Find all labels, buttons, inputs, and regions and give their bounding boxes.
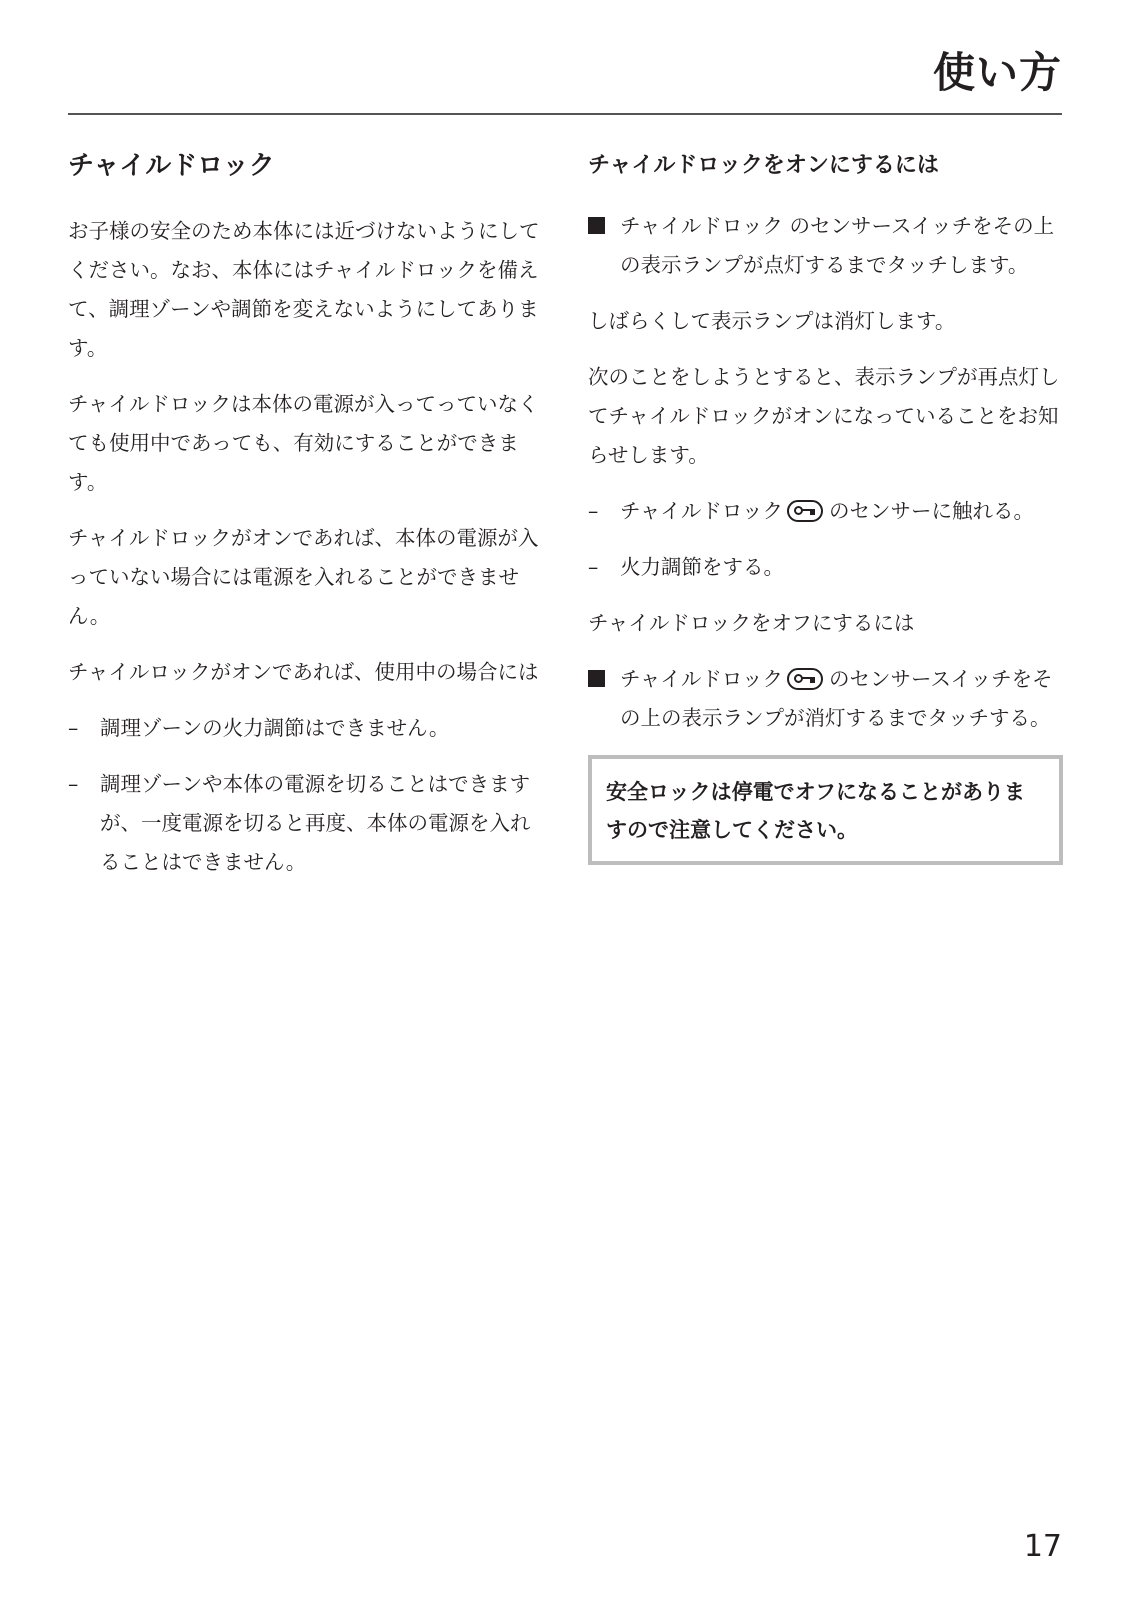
dash-marker: – <box>588 498 599 523</box>
list-item <box>588 548 1063 587</box>
paragraph-lamp-off: しばらくして表示ランプは消灯します。 <box>588 308 956 333</box>
list-item-text: 火力調節をする。 <box>620 554 784 579</box>
paragraph-lamp-relight: 次のことをしようとすると、表示ランプが再点灯してチャイルドロックがオンになっていることをお知らせします。 <box>588 364 1060 467</box>
page-number: 17 <box>1023 1529 1062 1564</box>
step-text: のセンサースイッチをその上の表示ランプが消灯するまでタッチする。 <box>620 666 1053 730</box>
list-item-text: 調理ゾーンの火力調節はできません。 <box>100 715 450 740</box>
header-divider <box>68 113 1062 115</box>
dash-marker: – <box>588 554 599 579</box>
note-box <box>588 755 1063 865</box>
square-bullet-icon <box>588 207 605 247</box>
list-item <box>588 492 1063 531</box>
paragraph-in-use: チャイルロックがオンであれば、使用中の場合には <box>68 659 539 684</box>
step-turn-on <box>588 207 1063 285</box>
heading-turn-on: チャイルドロックをオンにするには <box>588 153 939 178</box>
paragraph-power-off: チャイルドロックがオンであれば、本体の電源が入っていない場合には電源を入れることができません。 <box>68 525 539 628</box>
dash-marker: – <box>68 715 79 740</box>
section-heading-child-lock: チャイルドロック <box>68 151 275 181</box>
step-text: チャイルドロック のセンサースイッチをその上の表示ランプが点灯するまでタッチします。 <box>620 213 1055 277</box>
paragraph-availability: チャイルドロックは本体の電源が入ってっていなくても使用中であっても、有効にすることができます。 <box>68 391 539 494</box>
page-title: 使い方 <box>932 48 1062 97</box>
step-turn-off <box>588 660 1063 738</box>
paragraph-intro: お子様の安全のため本体には近づけないようにしてください。なお、本体にはチャイルドロックを備えて、調理ゾーンや調節を変えないようにしてあります。 <box>68 218 540 360</box>
right-column <box>588 150 1063 865</box>
dash-marker: – <box>68 771 79 796</box>
square-bullet-icon <box>588 660 605 700</box>
list-item-text: チャイルドロック <box>620 498 783 523</box>
heading-turn-off: チャイルドロックをオフにするには <box>588 610 915 635</box>
key-icon <box>787 668 823 690</box>
list-item-text: 調理ゾーンや本体の電源を切ることはできますが、一度電源を切ると再度、本体の電源を入れることはできません。 <box>100 771 531 874</box>
note-text: 安全ロックは停電でオフになることがありますので注意してください。 <box>606 779 1025 842</box>
list-item <box>68 709 543 748</box>
list-item <box>68 765 543 882</box>
left-column <box>68 150 543 899</box>
list-item-text: のセンサーに触れる。 <box>828 498 1034 523</box>
key-icon <box>787 500 823 522</box>
step-text: チャイルドロック <box>620 666 783 691</box>
